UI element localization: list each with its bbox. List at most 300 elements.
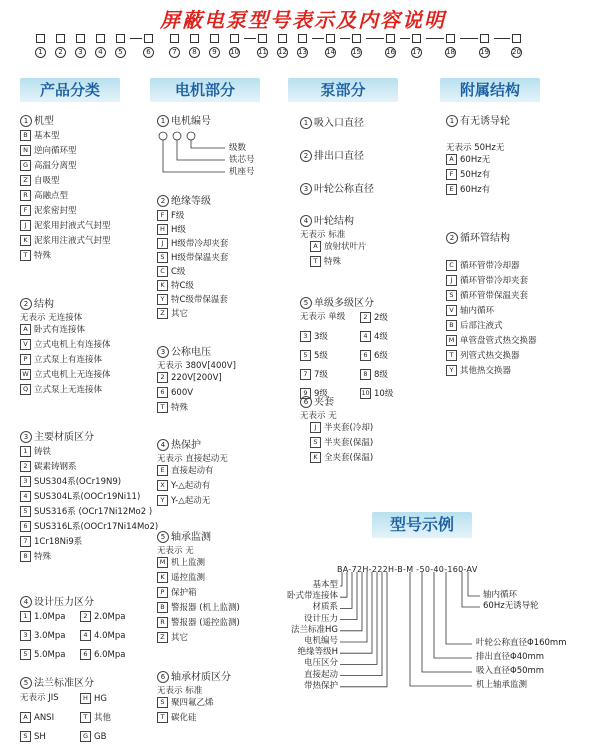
list-item <box>300 422 440 434</box>
list-item <box>446 260 596 272</box>
example-left-label: 法兰标准HG <box>291 624 338 635</box>
code-box: P <box>157 587 168 598</box>
item-label: 轴内循环 <box>460 306 495 316</box>
list-item <box>20 235 150 247</box>
motor-section-3: 3 公称电压 无表示 380V[400V] 2 220V[200V] 6 600V T 特殊 <box>157 343 297 417</box>
example-right-label: 叶轮公称直径Φ160mm <box>476 638 567 648</box>
list-item <box>157 697 297 709</box>
list-item <box>157 465 297 477</box>
code-box: M <box>157 557 168 568</box>
list-item <box>20 712 80 724</box>
page-title: 屏蔽电泵型号表示及内容说明 <box>160 8 446 32</box>
code-box: Y <box>157 294 168 305</box>
header-attach: 附属结构 <box>440 78 540 102</box>
list-item <box>20 476 160 488</box>
code-box: 5 <box>20 649 31 660</box>
list-item <box>157 557 297 569</box>
example-right-label: 排出直径Φ40mm <box>476 652 545 662</box>
example-leader-line <box>468 572 480 596</box>
item-label: 特C级 <box>171 281 194 291</box>
code-box: E <box>157 465 168 476</box>
list-item <box>300 437 440 449</box>
list-item <box>80 693 140 705</box>
list-item <box>80 649 140 661</box>
code-dash <box>400 38 410 39</box>
code-slot-number: 11 <box>258 48 267 56</box>
item-label: 立式泵上有连接体 <box>34 355 103 365</box>
list-item <box>20 369 150 381</box>
code-box: G <box>20 160 31 171</box>
list-item <box>157 252 297 264</box>
code-box: J <box>310 422 321 433</box>
code-slot <box>446 34 455 43</box>
item-label: 1.0Mpa <box>34 612 66 622</box>
pump-section-2: 2 排出口直径 <box>300 147 364 162</box>
item-label: 8级 <box>374 370 388 380</box>
example-title: 型号示例 <box>372 512 472 538</box>
item-label: 放射状叶片 <box>324 242 367 252</box>
code-box: 1 <box>20 611 31 622</box>
code-slot <box>210 34 219 43</box>
list-item <box>157 480 297 492</box>
example-leader-line <box>462 572 480 607</box>
product-section-2: 2 结构 无表示 无连接体 A 卧式有连接体 V 立式电机上有连接体 P 立式泵上有连接体 W 立式电机上无连接体 Q 立式泵上无连接体 <box>20 295 150 399</box>
example-right-label: 60Hz无诱导轮 <box>483 601 539 611</box>
code-box: R <box>20 190 31 201</box>
code-box: E <box>446 184 457 195</box>
list-item <box>300 256 440 268</box>
list-item <box>157 224 297 236</box>
list-item <box>20 339 150 351</box>
item-label: 半夹套(冷却) <box>324 423 374 433</box>
list-item <box>20 506 160 518</box>
example-left-label: 设计压力 <box>303 613 338 624</box>
attach-section-1: 1 有无诱导轮 无表示 50Hz无 A 60Hz无 F 50Hz有 E 60Hz有 <box>446 112 596 199</box>
example-right-label: 机上轴承监测 <box>476 680 528 690</box>
item-label: 后部注液式 <box>460 321 503 331</box>
example-right-label: 吸入直径Φ50mm <box>476 666 545 676</box>
code-box: Q <box>20 384 31 395</box>
item-label: HG <box>94 694 107 704</box>
item-label: 警报器 (遥控监测) <box>171 618 240 628</box>
item-label: 50Hz有 <box>460 170 491 180</box>
product-section-5: 5 法兰标准区分 无表示 JIS H HG A ANSI T 其他 S SH G GB <box>20 674 150 746</box>
code-slot-number: 14 <box>326 48 335 56</box>
code-box: 6 <box>20 521 31 532</box>
code-box: T <box>446 350 457 361</box>
code-box: J <box>20 220 31 231</box>
model-code-schema <box>36 34 596 62</box>
item-label: 220V[200V] <box>171 373 222 383</box>
code-box: 7 <box>20 536 31 547</box>
example-leader-line <box>340 572 357 620</box>
item-label: 其他热交换器 <box>460 366 512 376</box>
item-label: 保护箱 <box>171 588 197 598</box>
code-slot <box>352 34 361 43</box>
code-slot <box>278 34 287 43</box>
header-product: 产品分类 <box>20 78 120 102</box>
code-box: T <box>310 256 321 267</box>
example-leader-line <box>340 572 347 597</box>
motor-label-poles: 级数 <box>229 143 247 153</box>
list-item <box>20 190 150 202</box>
code-box: Z <box>157 632 168 643</box>
item-label: 其它 <box>171 633 189 643</box>
list-item <box>446 154 596 166</box>
item-label: SUS304系(OCr19N9) <box>34 477 122 487</box>
code-box: 3 <box>300 331 311 342</box>
list-item <box>300 369 360 381</box>
code-box: 3 <box>20 476 31 487</box>
list-item <box>80 630 140 642</box>
item-label: 1Cr18Ni9系 <box>34 537 83 547</box>
item-label: 基本型 <box>34 131 60 141</box>
code-box: Y <box>446 365 457 376</box>
code-box: 2 <box>157 372 168 383</box>
code-slot <box>36 34 45 43</box>
item-label: 立式电机上有连接体 <box>34 340 111 350</box>
code-box: T <box>20 250 31 261</box>
item-label: 铸铁 <box>34 447 52 457</box>
item-label: 2.0Mpa <box>94 612 126 622</box>
item-label: H级带冷却夹套 <box>171 239 229 249</box>
item-label: 遥控监测 <box>171 573 206 583</box>
code-box: T <box>80 712 91 723</box>
list-item <box>20 551 160 563</box>
code-box: T <box>157 712 168 723</box>
code-slot-number: 4 <box>95 47 106 58</box>
code-dash <box>244 38 256 39</box>
code-slot <box>56 34 65 43</box>
list-item <box>446 169 596 181</box>
pump-section-6: 6 夹套 无表示 无 J 半夹套(冷却) S 半夹套(保温) K 全夹套(保温) <box>300 393 440 467</box>
item-label: H级 <box>171 225 186 235</box>
list-item <box>20 521 160 533</box>
item-label: SUS304L系(OOCr19Ni11) <box>34 492 141 502</box>
example-leader-line <box>410 572 472 686</box>
code-box: S <box>157 697 168 708</box>
code-box: T <box>157 402 168 413</box>
item-label: 立式泵上无连接体 <box>34 385 103 395</box>
code-box: 7 <box>300 369 311 380</box>
item-label: SUS316L系(OOCr17Ni14Mo2) <box>34 522 159 532</box>
list-item <box>20 461 160 473</box>
example-leader-line <box>340 572 367 642</box>
code-box: V <box>446 305 457 316</box>
item-label: 直接起动有 <box>171 466 214 476</box>
motor-label-core: 铁芯号 <box>229 155 255 165</box>
example-left-label: 直接起动 <box>303 669 338 680</box>
code-box: S <box>446 290 457 301</box>
item-label: 6.0Mpa <box>94 650 126 660</box>
code-box: A <box>20 712 31 723</box>
item-label: 2级 <box>374 313 388 323</box>
code-box: C <box>157 266 168 277</box>
example-left-label: 电压区分 <box>303 658 338 669</box>
list-item <box>360 312 420 324</box>
code-box: 3 <box>20 630 31 641</box>
item-label: SH <box>34 732 46 742</box>
item-label: 机上监测 <box>171 558 206 568</box>
code-box: 6 <box>360 350 371 361</box>
code-box: K <box>157 280 168 291</box>
code-dash <box>366 38 384 39</box>
code-dash <box>312 38 324 39</box>
item-label: 单管盘管式热交换器 <box>460 336 537 346</box>
item-label: 3.0Mpa <box>34 631 66 641</box>
item-label: SUS316系 (OCr17Ni12Mo2 ) <box>34 507 153 517</box>
code-slot-number: 13 <box>298 48 307 56</box>
code-box: 5 <box>20 506 31 517</box>
item-label: 泥浆用注液式气封型 <box>34 236 111 246</box>
list-item <box>20 130 150 142</box>
list-item <box>157 372 297 384</box>
code-box: Y <box>157 495 168 506</box>
code-box: C <box>446 260 457 271</box>
list-item <box>446 320 596 332</box>
code-dash <box>426 38 444 39</box>
item-label: 其他 <box>94 713 112 723</box>
example-leader-line <box>340 572 377 664</box>
list-item <box>157 238 297 250</box>
motor-number-diagram <box>157 126 287 186</box>
code-box: 5 <box>300 350 311 361</box>
item-label: 5.0Mpa <box>34 650 66 660</box>
list-item <box>446 365 596 377</box>
item-label: 6级 <box>374 351 388 361</box>
code-box: K <box>310 452 321 463</box>
code-box: 6 <box>157 387 168 398</box>
example-left-label: 材质系 <box>312 602 338 613</box>
code-slot-number: 3 <box>75 47 86 58</box>
code-box: S <box>310 437 321 448</box>
motor-label-frame: 机座号 <box>229 167 255 177</box>
list-item <box>20 536 160 548</box>
motor-section-5: 5 轴承监测 无表示 无 M 机上监测 K 遥控监测 P 保护箱 B 警报器 (机上监测) R 警报器 (遥控监测) Z 其它 <box>157 528 297 647</box>
item-label: 10级 <box>374 389 394 399</box>
item-label: 60Hz无 <box>460 155 491 165</box>
code-box: 6 <box>80 649 91 660</box>
list-item <box>20 384 150 396</box>
item-label: 碳素铸钢系 <box>34 462 77 472</box>
list-item <box>20 354 150 366</box>
code-box: 8 <box>360 369 371 380</box>
code-box: X <box>157 480 168 491</box>
code-slot-number: 9 <box>209 47 220 58</box>
code-box: 2 <box>20 461 31 472</box>
item-label: 特殊 <box>324 257 342 267</box>
example-right-label: 轴内循环 <box>483 590 518 600</box>
item-label: 全夹套(保温) <box>324 453 374 463</box>
header-pump: 泵部分 <box>288 78 398 102</box>
example-leader-line <box>340 572 382 676</box>
motor-section-1: 1 电机编号 级数 铁芯号 机座号 <box>157 112 287 192</box>
list-item <box>20 324 150 336</box>
code-box: H <box>80 693 91 704</box>
code-box: 8 <box>20 551 31 562</box>
list-item <box>80 712 140 724</box>
list-item <box>80 731 140 743</box>
list-item <box>157 495 297 507</box>
item-label: F级 <box>171 211 185 221</box>
item-label: 碳化硅 <box>171 713 197 723</box>
example-left-label: 电机编号 <box>303 636 338 646</box>
item-label: 逆向循环型 <box>34 146 77 156</box>
item-label: 特殊 <box>171 403 189 413</box>
code-slot <box>326 34 335 43</box>
item-label: 循环管带冷却夹套 <box>460 276 529 286</box>
item-label: 立式电机上无连接体 <box>34 370 111 380</box>
code-slot <box>144 34 153 43</box>
list-item <box>20 220 150 232</box>
list-item <box>20 491 160 503</box>
list-item <box>446 350 596 362</box>
pump-section-3: 3 叶轮公称直径 <box>300 180 374 195</box>
pump-section-4: 4 叶轮结构 无表示 标准 A 放射状叶片 T 特殊 <box>300 212 440 271</box>
code-box: 9 <box>300 388 311 399</box>
item-label: 7级 <box>314 370 328 380</box>
item-label: 泥浆密封型 <box>34 206 77 216</box>
code-slot-number: 8 <box>189 47 200 58</box>
code-slot <box>76 34 85 43</box>
list-item <box>20 630 80 642</box>
example-left-label: 基本型 <box>312 580 338 590</box>
list-item <box>157 387 297 399</box>
code-slot <box>386 34 395 43</box>
list-item <box>20 611 80 623</box>
code-slot-number: 5 <box>115 47 126 58</box>
code-box: B <box>157 602 168 613</box>
code-slot <box>298 34 307 43</box>
code-slot <box>412 34 421 43</box>
code-slot <box>170 34 179 43</box>
code-box: J <box>446 275 457 286</box>
code-box: R <box>157 617 168 628</box>
code-slot-number: 7 <box>169 47 180 58</box>
example-leader-line <box>434 572 472 658</box>
item-label: 半夹套(保温) <box>324 438 374 448</box>
code-box: F <box>20 205 31 216</box>
code-box: N <box>20 145 31 156</box>
code-box: 4 <box>80 630 91 641</box>
product-section-3: 3 主要材质区分 1 铸铁 2 碳素铸钢系 3 SUS304系(OCr19N9) 4 SUS304L系(OOCr19Ni11) 5 SUS316系 (OCr17Ni12Mo2 ) 6 SUS316L系(OOCr17Ni14Mo2) 7 1Cr18Ni9系 8 特殊 <box>20 428 160 566</box>
list-item <box>157 308 297 320</box>
item-label: 60Hz有 <box>460 185 491 195</box>
list-item <box>300 241 440 253</box>
code-box: Z <box>157 308 168 319</box>
code-slot-number: 12 <box>278 48 287 56</box>
list-item <box>300 331 360 343</box>
code-box: 10 <box>361 389 370 397</box>
code-box: W <box>20 369 31 380</box>
code-box: S <box>20 731 31 742</box>
list-item <box>446 305 596 317</box>
list-item <box>20 250 150 262</box>
code-box: 1 <box>20 446 31 457</box>
example-leader-line <box>340 572 362 631</box>
code-slot <box>480 34 489 43</box>
item-label: Y-△起动无 <box>171 496 211 506</box>
list-item <box>300 350 360 362</box>
code-box: F <box>157 210 168 221</box>
plain-label: 无表示 单级 <box>300 312 346 322</box>
code-box: A <box>446 154 457 165</box>
code-box: J <box>157 238 168 249</box>
item-label: 循环管带冷却器 <box>460 261 520 271</box>
example-model: BA-72H-222H-B-M -50-40-160-AV <box>337 565 478 574</box>
header-motor: 电机部分 <box>150 78 260 102</box>
code-box: 2 <box>80 611 91 622</box>
list-item <box>80 611 140 623</box>
code-slot-number: 17 <box>412 48 421 56</box>
list-item <box>446 290 596 302</box>
item-label: 自吸型 <box>34 176 60 186</box>
item-label: 高温分离型 <box>34 161 77 171</box>
code-slot <box>96 34 105 43</box>
code-box: B <box>446 320 457 331</box>
item-label: C级 <box>171 267 186 277</box>
code-box: F <box>446 169 457 180</box>
code-slot-number: 1 <box>35 47 46 58</box>
item-label: H级带保温夹套 <box>171 253 229 263</box>
code-box: B <box>20 130 31 141</box>
item-label: 特C级带保温套 <box>171 295 228 305</box>
pump-section-1: 1 吸入口直径 <box>300 114 364 129</box>
list-item <box>446 184 596 196</box>
code-box: Z <box>20 175 31 186</box>
code-slot-number: 10 <box>230 48 239 56</box>
example-leader-line <box>422 572 472 672</box>
example-left-label: 卧式带连接体 <box>286 591 338 602</box>
code-box: G <box>80 731 91 742</box>
list-item <box>20 446 160 458</box>
code-box: H <box>157 224 168 235</box>
item-label: GB <box>94 732 107 742</box>
example-left-label: 绝缘等级H <box>297 647 338 658</box>
code-slot <box>230 34 239 43</box>
motor-section-6: 6 轴承材质区分 无表示 标准 S 聚四氟乙烯 T 碳化硅 <box>157 668 297 727</box>
list-item <box>446 335 596 347</box>
item-label: Y-△起动有 <box>171 481 211 491</box>
code-slot <box>512 34 521 43</box>
code-slot-number: 15 <box>352 48 361 56</box>
code-box: A <box>20 324 31 335</box>
code-slot-number: 2 <box>55 47 66 58</box>
list-item <box>360 369 420 381</box>
item-label: 高融点型 <box>34 191 69 201</box>
code-box: A <box>310 241 321 252</box>
code-dash <box>130 38 142 39</box>
list-item <box>157 712 297 724</box>
list-item <box>20 145 150 157</box>
item-label: 5级 <box>314 351 328 361</box>
code-box: 2 <box>360 312 371 323</box>
item-label: 其它 <box>171 309 189 319</box>
item-label: 3级 <box>314 332 328 342</box>
code-dash <box>460 38 478 39</box>
item-label: 循环管带保温夹套 <box>460 291 529 301</box>
attach-section-2: 2 循环管结构 C 循环管带冷却器 J 循环管带冷却夹套 S 循环管带保温夹套 V 轴内循环 B 后部注液式 M 单管盘管式热交换器 T 列管式热交换器 Y 其他热交换器 <box>446 229 596 380</box>
example-left-label: 带热保护 <box>303 680 338 691</box>
code-slot-number: 6 <box>143 47 154 58</box>
code-slot <box>258 34 267 43</box>
item-label: 特殊 <box>34 552 52 562</box>
product-section-4: 4 设计压力区分 1 1.0Mpa 2 2.0Mpa 3 3.0Mpa 4 4.0Mpa 5 5.0Mpa 6 6.0Mpa <box>20 593 150 664</box>
list-item <box>20 731 80 743</box>
code-slot <box>190 34 199 43</box>
list-item <box>157 266 297 278</box>
list-item <box>20 160 150 172</box>
